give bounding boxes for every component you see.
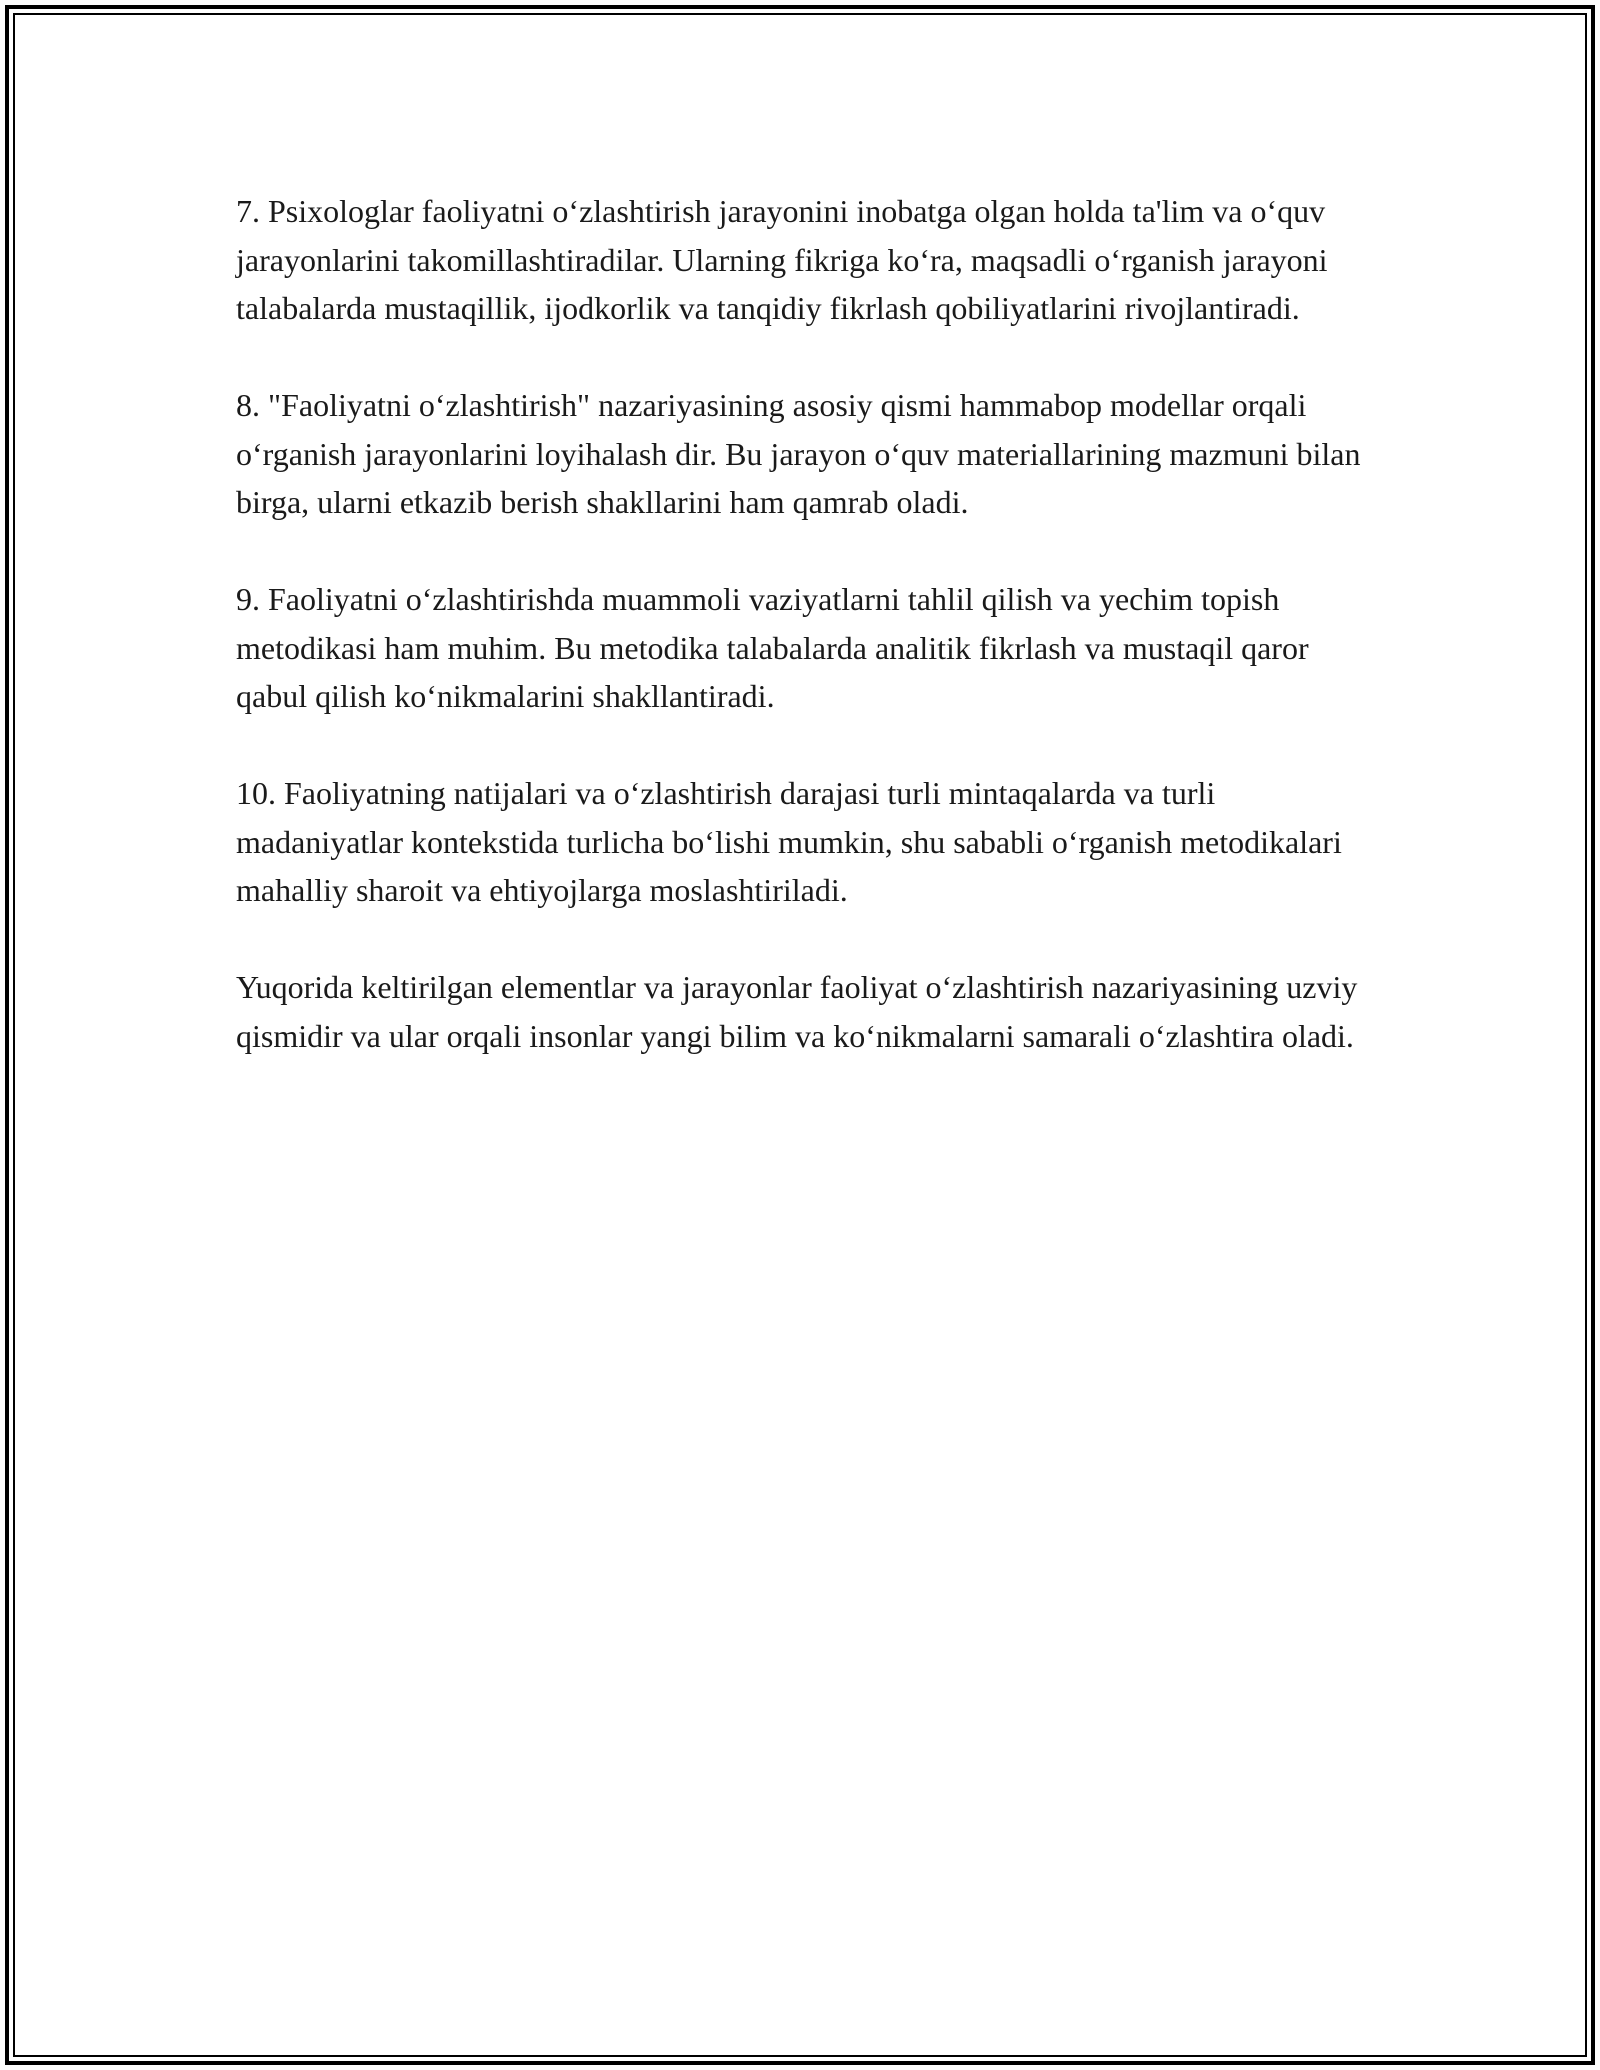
- paragraph-7: 7. Psixologlar faoliyatni o‘zlashtirish jarayonini inobatga olgan holda ta'lim va o‘quv jarayonlarini takomillashtiradilar. Ularning fikriga ko‘ra, maqsadli o‘rganish jarayoni talabalarda mustaqillik, ijodkorlik va tanqidiy fikrlash qobiliyatlarini rivojlantiradi.: [236, 193, 1328, 326]
- document-body: [236, 187, 1366, 1060]
- paragraph-10: 10. Faoliyatning natijalari va o‘zlashtirish darajasi turli mintaqalarda va turli madaniyatlar kontekstida turlicha bo‘lishi mumkin, shu sababli o‘rganish metodikalari mahalliy sharoit va ehtiyojlarga moslashtiriladi.: [236, 775, 1342, 908]
- paragraph-9: 9. Faoliyatni o‘zlashtirishda muammoli vaziyatlarni tahlil qilish va yechim topish metodikasi ham muhim. Bu metodika talabalarda analitik fikrlash va mustaqil qaror qabul qilish ko‘nikmalarini shakllantiradi.: [236, 581, 1309, 714]
- paragraph-conclusion: Yuqorida keltirilgan elementlar va jarayonlar faoliyat o‘zlashtirish nazariyasining uzviy qismidir va ular orqali insonlar yangi bilim va ko‘nikmalarni samarali o‘zlashtira oladi.: [236, 969, 1358, 1054]
- paragraph-8: 8. "Faoliyatni o‘zlashtirish" nazariyasining asosiy qismi hammabop modellar orqali o‘rganish jarayonlarini loyihalash dir. Bu jarayon o‘quv materiallarining mazmuni bilan birga, ularni etkazib berish shakllarini ham qamrab oladi.: [236, 387, 1361, 520]
